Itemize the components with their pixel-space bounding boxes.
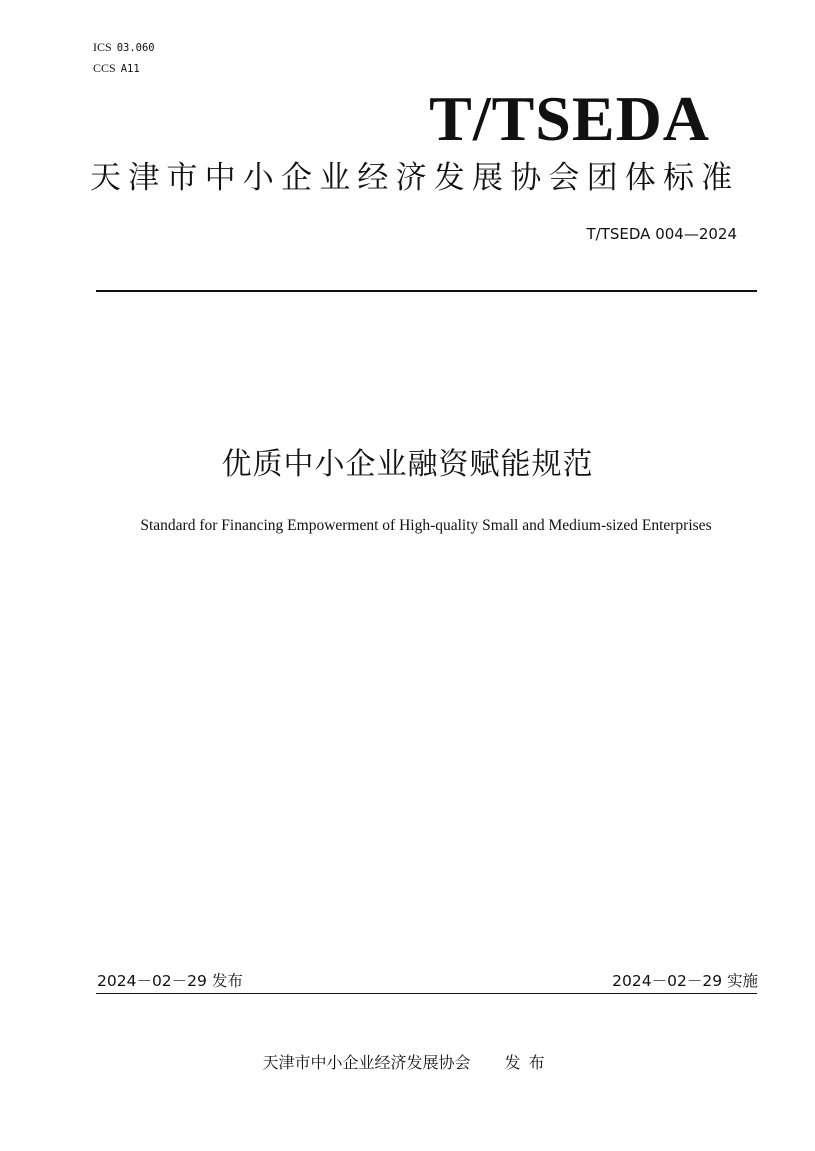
issuer-name: 天津市中小企业经济发展协会 <box>262 1053 471 1072</box>
document-title-english: Standard for Financing Empowerment of High-quality Small and Medium-sized Enterprises <box>140 517 712 534</box>
ccs-classification <box>93 61 140 76</box>
implementation-date: 2024－02－29 实施 <box>612 972 758 990</box>
issuer-line <box>0 1052 815 1074</box>
organization-standard-heading: 天津市中小企业经济发展协会团体标准 <box>90 160 740 196</box>
footer-divider <box>96 993 757 994</box>
publish-date: 2024－02－29 发布 <box>97 972 243 990</box>
ics-label: ICS <box>93 40 112 54</box>
ccs-label: CCS <box>93 61 116 75</box>
header-divider <box>96 290 757 292</box>
document-title-chinese: 优质中小企业融资赋能规范 <box>221 447 594 482</box>
ics-classification <box>93 40 155 55</box>
issue-word: 发布 <box>504 1053 553 1072</box>
organization-logo-text: T/TSEDA <box>429 83 710 154</box>
ccs-code: A11 <box>120 63 140 75</box>
standard-number: T/TSEDA 004—2024 <box>586 225 737 243</box>
ics-code: 03.060 <box>116 42 155 54</box>
